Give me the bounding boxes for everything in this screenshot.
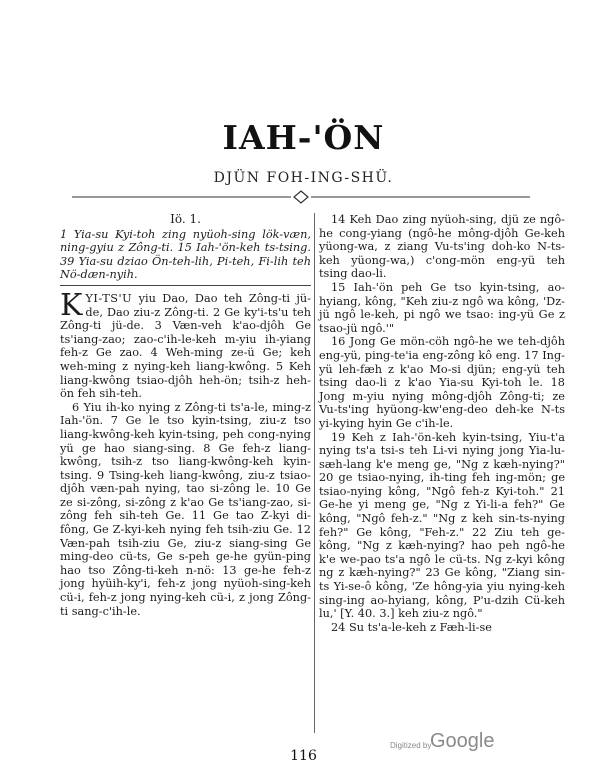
paragraph-text: yiu Dao, Dao teh Zông-ti jü-de, Dao ziu-z Zông-ti. 2 Ge ky'i-ts'u teh Zông-ti jü-de. 3 Væn-veh k'ao-djôh Ge ts'iang-zao; zao-c'ih-le-keh m-yiu ih-yiang feh-z Ge zao. 4 Weh-ming ze-ü Ge; keh weh-ming z nying-keh liang-kwông. 5 Keh liang-kwông tsiao-djôh heh-ön; tsih-z heh-ön feh sih-teh.: [60, 291, 311, 401]
paragraph: 14 Keh Dao zing nyüoh-sing, djü ze ngô-he cong-yiang (ngô-he mông-djôh Ge-keh yüong-wa, z ziang Vu-ts'ing doh-ko N-ts-keh yüong-wa,) c'ong-mön eng-yü teh tsing dao-li.: [319, 213, 565, 281]
paragraph: 19 Keh z Iah-'ön-keh kyin-tsing, Yiu-t'a nying ts'a tsi-s teh Li-vi nying jong Yia-lu-sæh-lang k'e meng ge, "Ng z kæh-nying?" 20 ge tsiao-nying, ih-ting feh ing-mön; ge tsiao-nying kông, "Ngô feh-z Kyi-toh." 21 Ge-he yi meng ge, "Ng z Yi-li-a feh?" Ge kông, "Ngô feh-z." "Ng z keh sin-ts-nying feh?" Ge kông, "Feh-z." 22 Ziu teh ge-kông, "Ng z kæh-nying? hao peh ngô-he k'e we-pao ts'a ngô le cü-ts. Ng z-kyi kông ng z kæh-nying?" 23 Ge kông, "Ziang sin-ts Yi-se-ô kông, 'Ze hông-yia yiu nying-keh sing-ing ao-hyiang, kông, P'u-dzih Cü-keh lu,' [Y. 40. 3.] keh ziu-z ngô.": [319, 430, 565, 621]
book-title: IAH-'ÖN: [222, 118, 385, 157]
right-column: [319, 213, 565, 634]
paragraph: 6 Yiu ih-ko nying z Zông-ti ts'a-le, ming-z Iah-'ön. 7 Ge le tso kyin-tsing, ziu-z tso liang-kwông-keh kyin-tsing, peh cong-nying yü ge hao siang-sing. 8 Ge feh-z liang-kwông, tsih-z tso liang-kwông-keh kyin-tsing. 9 Tsing-keh liang-kwông, ziu-z tsiao-djôh væn-pah nying, tao si-zông le. 10 Ge ze si-zông, si-zông z k'ao Ge ts'iang-zao, si-zông feh sih-teh Ge. 11 Ge tao Z-kyi di-fông, Ge Z-kyi-keh nying feh tsih-ziu Ge. 12 Væn-pah tsih-ziu Ge, ziu-z siang-sing Ge ming-deo cü-ts, Ge s-peh ge-he gyün-ping hao tso Zông-ti-keh n-nö: 13 ge-he feh-z jong hyüih-ky'i, feh-z jong nyüoh-sing-keh cü-i, feh-z jong nying-keh cü-i, z jong Zông-ti sang-c'ih-le.: [60, 400, 311, 618]
digitized-label: Digitized by: [390, 741, 432, 750]
book-subtitle: DJÜN FOH-ING-SHÜ.: [213, 170, 394, 186]
paragraph: 16 Jong Ge mön-cöh ngô-he we teh-djôh eng-yü, ping-te'ia eng-zông kô eng. 17 Ing-yü leh-fæh z k'ao Mo-si djün; eng-yü teh tsing dao-li z k'ao Yia-su Kyi-toh le. 18 Jong m-yiu nying mông-djôh Zông-ti; ze Vu-ts'ing hyüong-kw'eng-deo deh-ke N-ts yi-kying hyin Ge c'ih-le.: [319, 335, 565, 430]
column-divider: [314, 213, 315, 733]
diamond-icon: [294, 191, 308, 203]
page-number: 116: [290, 748, 317, 764]
first-words: YI-TS'U: [85, 291, 133, 305]
chapter-heading: Iö. 1.: [170, 212, 201, 226]
paragraph: [60, 287, 311, 401]
chapter-summary: 1 Yia-su Kyi-toh zing nyüoh-sing lök-væn, ning-gyiu z Zông-ti. 15 Iah-'ön-keh ts-tsing. 39 Yia-su dziao Ön-teh-lih, Pi-teh, Fi-lih teh Nö-dæn-nyih.: [60, 228, 311, 286]
google-logo: Google: [430, 730, 495, 752]
google-watermark: [390, 730, 510, 754]
paragraph: 24 Su ts'a-le-keh z Fæh-li-se: [331, 620, 492, 634]
drop-cap: K: [60, 287, 83, 323]
ornament-rule: [72, 190, 530, 204]
left-column: [60, 213, 311, 618]
paragraph: 15 Iah-'ön peh Ge tso kyin-tsing, ao-hyiang, kông, "Keh ziu-z ngô wa kông, 'Dz-jü ngô le-keh, pi ngô we tsao: ing-yü Ge z tsao-jü ngô.'": [319, 280, 565, 335]
